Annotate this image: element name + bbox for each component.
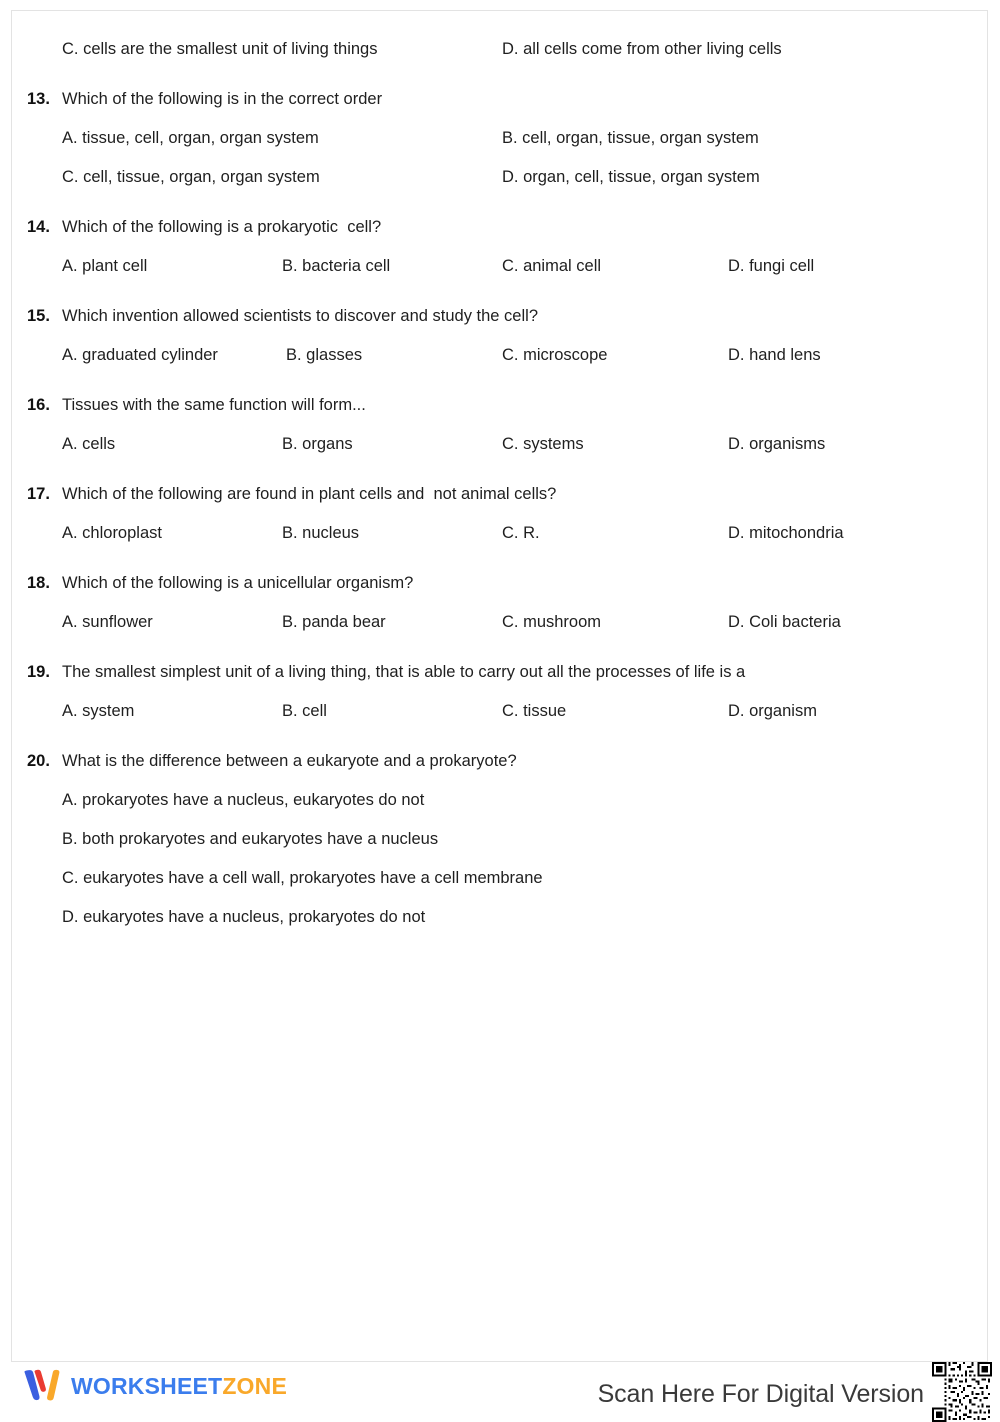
question-18-stem (12, 564, 987, 603)
question-14-stem (12, 208, 987, 247)
question-16-text: Tissues with the same function will form... (62, 396, 366, 415)
worksheet-zone-mark-icon (20, 1368, 62, 1404)
question-15-options-row-1 (12, 336, 987, 375)
question-20 (12, 742, 987, 937)
question-14-text: Which of the following is a prokaryotic cell? (62, 218, 382, 237)
question-16-number: 16. (27, 396, 50, 415)
question-15-option-d[interactable]: D. hand lens (728, 346, 821, 364)
option-c-continued[interactable]: C. cells are the smallest unit of living things (62, 40, 378, 58)
question-19-text: The smallest simplest unit of a living thing, that is able to carry out all the processes of life is a (62, 663, 746, 682)
question-15-option-c[interactable]: C. microscope (502, 346, 608, 364)
question-20-number: 20. (27, 752, 50, 771)
question-13-text: Which of the following is in the correct order (62, 90, 383, 109)
qr-code-icon[interactable] (932, 1362, 992, 1422)
question-13-option-d[interactable]: D. organ, cell, tissue, organ system (502, 168, 760, 186)
question-17-options-row-1 (12, 514, 987, 553)
question-13-options-row-2 (12, 158, 987, 197)
question-18 (12, 564, 987, 642)
question-20-options-row-1 (12, 781, 987, 820)
question-15-option-a[interactable]: A. graduated cylinder (62, 346, 218, 364)
question-14-option-c[interactable]: C. animal cell (502, 257, 602, 275)
spacer (12, 286, 987, 297)
question-14-number: 14. (27, 218, 50, 237)
brand-wordmark (71, 1373, 287, 1400)
option-d-continued[interactable]: D. all cells come from other living cells (502, 40, 782, 58)
question-13-option-a[interactable]: A. tissue, cell, organ, organ system (62, 129, 319, 147)
question-16-option-b[interactable]: B. organs (282, 435, 353, 453)
spacer (12, 731, 987, 742)
question-16-option-a[interactable]: A. cells (62, 435, 116, 453)
spacer (12, 642, 987, 653)
question-19-options-row-1 (12, 692, 987, 731)
question-20-stem (12, 742, 987, 781)
question-17-option-a[interactable]: A. chloroplast (62, 524, 162, 542)
question-19 (12, 653, 987, 731)
question-16 (12, 386, 987, 464)
question-16-option-c[interactable]: C. systems (502, 435, 584, 453)
question-13 (12, 80, 987, 197)
question-15 (12, 297, 987, 375)
question-16-option-d[interactable]: D. organisms (728, 435, 826, 453)
question-17-number: 17. (27, 485, 50, 504)
question-20-options-row-3 (12, 859, 987, 898)
spacer (12, 197, 987, 208)
question-17-stem (12, 475, 987, 514)
spacer (12, 553, 987, 564)
question-20-options-row-2 (12, 820, 987, 859)
question-18-option-b[interactable]: B. panda bear (282, 613, 386, 631)
question-19-number: 19. (27, 663, 50, 682)
worksheet-zone-logo[interactable] (20, 1368, 287, 1404)
question-17-option-b[interactable]: B. nucleus (282, 524, 360, 542)
spacer (12, 464, 987, 475)
question-18-option-d[interactable]: D. Coli bacteria (728, 613, 841, 631)
worksheet-content (12, 11, 987, 937)
question-18-option-a[interactable]: A. sunflower (62, 613, 153, 631)
question-20-option-b[interactable]: B. both prokaryotes and eukaryotes have a nucleus (62, 830, 439, 848)
question-18-number: 18. (27, 574, 50, 593)
question-15-stem (12, 297, 987, 336)
question-18-text: Which of the following is a unicellular organism? (62, 574, 414, 593)
question-17-text: Which of the following are found in plant cells and not animal cells? (62, 485, 557, 504)
continued-option-row (12, 30, 987, 69)
question-13-options-row-1 (12, 119, 987, 158)
question-15-option-b[interactable]: B. glasses (286, 346, 363, 364)
question-19-stem (12, 653, 987, 692)
question-17 (12, 475, 987, 553)
question-19-option-a[interactable]: A. system (62, 702, 135, 720)
question-15-number: 15. (27, 307, 50, 326)
brand-word-zone: ZONE (222, 1372, 288, 1399)
question-14-option-a[interactable]: A. plant cell (62, 257, 148, 275)
question-14-option-b[interactable]: B. bacteria cell (282, 257, 391, 275)
question-20-option-a[interactable]: A. prokaryotes have a nucleus, eukaryotes do not (62, 791, 425, 809)
question-13-number: 13. (27, 90, 50, 109)
question-19-option-b[interactable]: B. cell (282, 702, 327, 720)
brand-word-worksheet: WORKSHEET (71, 1372, 223, 1399)
question-19-option-c[interactable]: C. tissue (502, 702, 567, 720)
question-20-text: What is the difference between a eukaryote and a prokaryote? (62, 752, 517, 771)
worksheet-page (11, 10, 988, 1362)
question-17-option-d[interactable]: D. mitochondria (728, 524, 844, 542)
question-13-option-c[interactable]: C. cell, tissue, organ, organ system (62, 168, 320, 186)
question-20-options-row-4 (12, 898, 987, 937)
question-19-option-d[interactable]: D. organism (728, 702, 817, 720)
question-16-stem (12, 386, 987, 425)
page-footer (0, 1362, 1000, 1414)
question-16-options-row-1 (12, 425, 987, 464)
question-18-options-row-1 (12, 603, 987, 642)
question-20-option-d[interactable]: D. eukaryotes have a nucleus, prokaryotes do not (62, 908, 426, 926)
question-14-options-row-1 (12, 247, 987, 286)
scan-text: Scan Here For Digital Version (597, 1379, 924, 1408)
question-20-option-c[interactable]: C. eukaryotes have a cell wall, prokaryotes have a cell membrane (62, 869, 543, 887)
question-15-text: Which invention allowed scientists to discover and study the cell? (62, 307, 538, 326)
question-13-stem (12, 80, 987, 119)
question-18-option-c[interactable]: C. mushroom (502, 613, 602, 631)
question-14-option-d[interactable]: D. fungi cell (728, 257, 815, 275)
spacer (12, 69, 987, 80)
question-17-option-c[interactable]: C. R. (502, 524, 540, 542)
spacer (12, 375, 987, 386)
question-13-option-b[interactable]: B. cell, organ, tissue, organ system (502, 129, 759, 147)
question-14 (12, 208, 987, 286)
